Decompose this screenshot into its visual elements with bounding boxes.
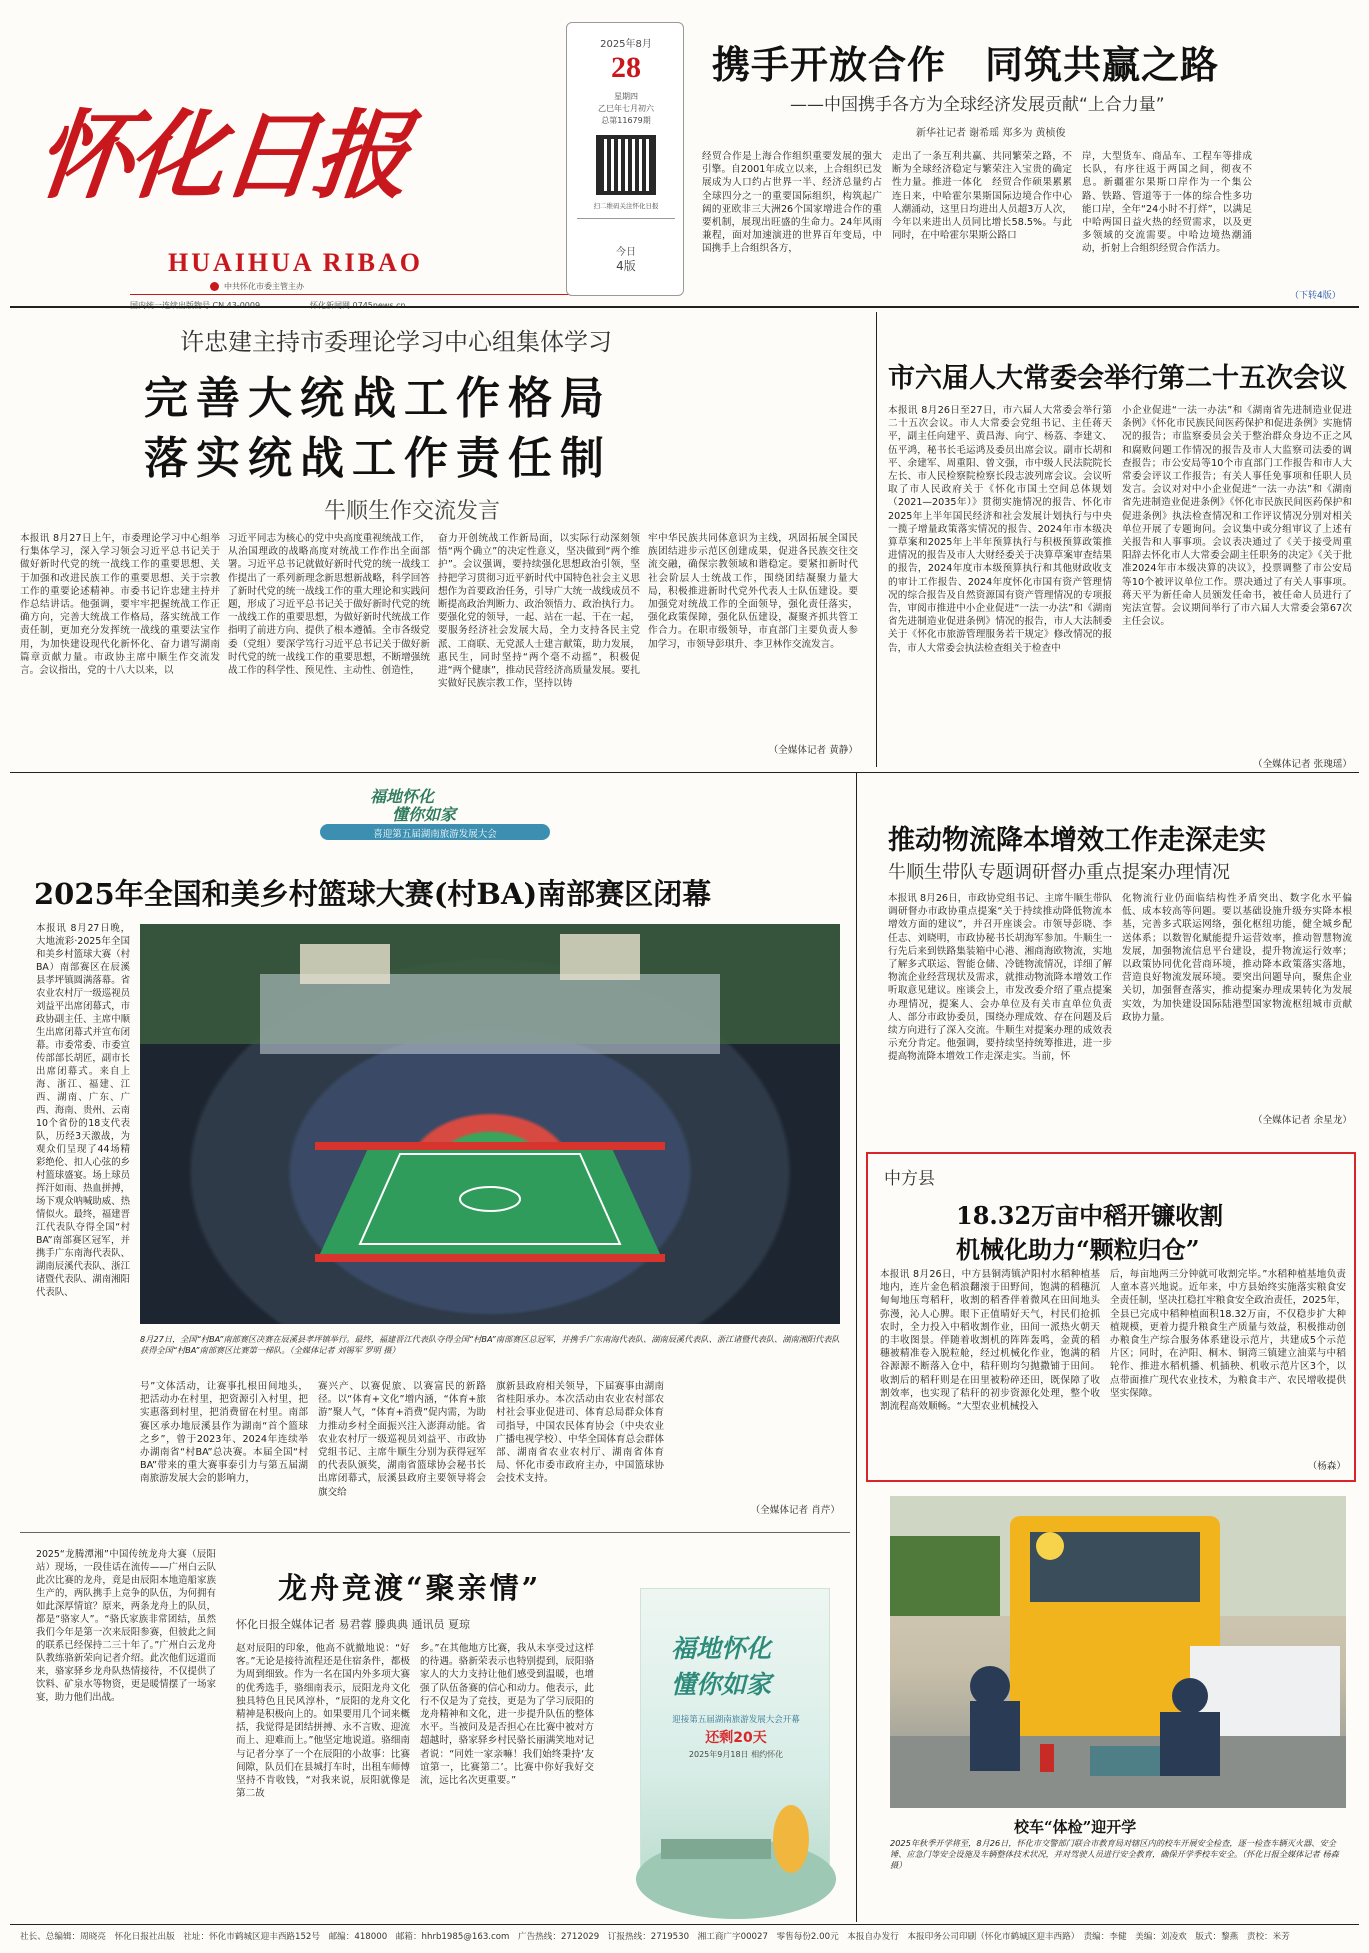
ad-landscape xyxy=(641,1779,831,1889)
dragon-title[interactable]: 龙舟竞渡“聚亲情” xyxy=(278,1571,542,1605)
lead-col-3: 岸，大型货车、商品车、工程车等排成长队，有序往返于两国之间，彻夜不息。新疆霍尔果斯口岸作为一个集公路、铁路、管道等于一体的综合性多功能口岸，全年“24小时不打烊”，以满足中哈两国日益火热的经贸需求，以及更多领域的交流需要。中哈边境热潮涌动，折射上合组织经贸合作活力。 xyxy=(1082,151,1252,255)
dragon-col-3: 乡。”在其他地方比赛，我从未享受过这样的待遇。骆新荣表示也特别提到，辰阳骆家人的大力支持让他们感受到温暖，也增强了队伍备赛的信心和动力。他表示，此行不仅是为了竞技，更是为了学习辰阳的龙舟精神和文化，进一步提升队伍的整体水平。当被问及是否担心在比赛中被对方超越时，骆家驿乡村民骆长丽满笑地对记者说：“同姓一家亲嘛！我们始终秉持‘友谊第一，比赛第二’。比赛中你好我好交流，远比名次更重要。” xyxy=(420,1643,594,1787)
banner-line-3: 喜迎第五届湖南旅游发展大会 xyxy=(373,829,497,840)
stadium-photo xyxy=(140,924,840,1324)
rd-title[interactable]: 市六届人大常委会举行第二十五次会议 xyxy=(888,363,1347,394)
cba-col-b1: 号”文体活动，让赛事扎根田间地头，把活动办在村里，把资源引入村里，把实惠落到村里，把消费留在村里。南部赛区承办地辰溪县作为湖南“首个篮球之乡”，曾于2023年、2024年连续举办湖南省“村BA”总决赛。本届全国“村BA”带来的重大赛事泰引力与第五届湖南旅游发展大会的影响力， xyxy=(140,1381,308,1485)
masthead-english: HUAIHUA RIBAO xyxy=(168,248,423,277)
xu-title-2[interactable]: 落实统战工作责任制 xyxy=(144,433,612,484)
xu-title-1[interactable]: 完善大统战工作格局 xyxy=(144,373,612,424)
rd-col-2: 小企业促进“一法一办法”和《湖南省先进制造业促进条例》《怀化市民族民间医药保护和促进条例》实施情况的报告；市监察委员会关于整治群众身边不正之风和腐败问题工作情况的报告及市人大监察司法委的调查报告；市公安局等10个市直部门工作报告和市人大常委会评议工作报告；有关人事任免事项和任职人员发言。会议对对中小企业促进“一法一办法”和《湖南省先进制造业促进条例》《怀化市民族民间医药保护和促进条例》执法检查情况和工作评议情况分别对相关单位开展了专题询问。会议集中或分组审议了上述有关报告和人事事项。会议表决通过了《关于接受周重阳辞去怀化市人大常委会副主任职务的决定》《关于批准2024年市本级决算的决议》，投票调整了市公安局等10个被评议单位工作。票决通过了有关人事事项。蒋天平为新任命人员颁发任命书，被任命人员进行了宪法宣誓。会议期间举行了市六届人大常委会第67次主任会议。 xyxy=(1122,405,1352,628)
school-bus-photo xyxy=(890,1496,1346,1808)
logistics-title[interactable]: 推动物流降本增效工作走深走实 xyxy=(888,825,1266,856)
zhongfang-kicker: 中方县 xyxy=(884,1169,935,1189)
ad-countdown: 还剩20天 xyxy=(705,1730,767,1746)
dragon-byline: 怀化日报全媒体记者 易君蓉 滕典典 通讯员 夏琼 xyxy=(236,1618,470,1631)
date-year-month: 2025年8月 xyxy=(600,39,652,50)
today-pages: 4版 xyxy=(616,259,636,273)
bus-title[interactable]: 校车“体检”迎开学 xyxy=(1014,1818,1137,1836)
zhongfang-title-2[interactable]: 机械化助力“颗粒归仓” xyxy=(956,1235,1200,1264)
lead-headline[interactable]: 携手开放合作 同筑共赢之路 xyxy=(712,42,1220,87)
cba-title[interactable]: 2025年全国和美乡村篮球大赛(村BA)南部赛区闭幕 xyxy=(34,877,712,911)
ad-line-1: 福地怀化 xyxy=(671,1634,772,1663)
stadium-photo-caption: 8月27日，全国“村BA”南部赛区决赛在辰溪县孝坪镇举行。最终，福建晋江代表队夺得全国“村BA”南部赛区总冠军，并携手广东南海代表队、湖南辰溪代表队、浙江诸暨代表队、湖南湘阳代表队获得全国“村BA”南部赛区比赛第一梯队。（全媒体记者 刘锡军 罗明 摄） xyxy=(140,1334,840,1355)
xu-subtitle: 牛顺生作交流发言 xyxy=(324,499,501,524)
lead-byline: 新华社记者 谢希瑶 郑多为 黄桢俊 xyxy=(916,128,1066,139)
lead-col-2: 走出了一条互利共赢、共同繁荣之路，不断为全球经济稳定与繁荣注入宝贵的确定性力量。推进一体化 经贸合作硕果累累 连日来，中哈霍尔果斯国际边境合作中心人潮涌动，这里日均进出人员超3万人次，今年以来进出人员同比增长58.5%。与此同时，在中哈霍尔果斯公路口 xyxy=(892,151,1082,242)
dragon-col-2: 赵对辰阳的印象，他高不就撤地说：“好客。”无论是接待流程还是住宿条件，都极为周到细致。作为一名在国内外多项大赛的优秀选手，骆细南表示，辰阳龙舟文化独具特色且民风淳朴，“辰阳的龙舟文化精神是积极向上的。如果要用几个词来概括，我觉得是团结拼搏、永不言败、迎流而上、迎难而上。”他坚定地说道。骆细南与记者分享了一个在辰阳的小故事：比赛间隙，队员们在县城打车时，出租车师傅坚持不肯收钱，“对我来说，辰阳就像是第二故 xyxy=(236,1643,410,1800)
bus-caption: 2025年秋季开学将至，8月26日，怀化市交警部门联合市教育局对辖区内的校车开展安全检查，逐一检查车辆灭火器、安全锤、应急门等安全设施及车辆整体技术状况，并对驾驶人员进行安全教育，确保开学季校车安全。（怀化日报全媒体记者 杨森 摄） xyxy=(890,1838,1339,1870)
xu-author: （全媒体记者 黄静） xyxy=(768,745,858,756)
rd-col-1: 本报讯 8月26日至27日，市六届人大常委会举行第二十五次会议。市人大常委会党组书记、主任蒋天平，副主任向建平、黄昌海、向宁、杨荔、李建文、伍平鸿，秘书长毛运鸿及委员出席会议。副市长胡和平、余建军、周重阳、曾文强，市中级人民法院院长左长、市人民检察院检察长段志波列席会议。会议听取了市人民政府关于《怀化市国土空间总体规划（2021—2035年）》贯彻实施情况的报告、怀化市2025年上半年国民经济和社会发展计划执行与中央一揽子增量政策落实情况的报告、2024年市本级决算草案和2025年上半年预算执行与积极预算政策推进情况的报告及市人大财经委关于决算草案审查结果的报告，2024年度市本级预算执行和其他财政收支的审计工作报告、2024年度怀化市国有资产管理情况的综合报告及自然资源国有资产管理情况的专项报告，审阅市推进中小企业促进“一法一办法”和《湖南省先进制造业促进条例》情况的报告，市人大法制委关于《怀化市旅游管理服务若干规定》修改情况的报告，市人大常委会执法检查组关于检查中 xyxy=(888,405,1112,654)
tourism-ad[interactable] xyxy=(640,1588,830,1888)
ad-line-3: 迎接第五届湖南旅游发展大会开幕 xyxy=(672,1715,800,1725)
xu-col-1: 本报讯 8月27日上午，市委理论学习中心组举行集体学习，深入学习领会习近平总书记关于做好新时代党的统一战线工作的重要思想、关于加强和改进民族工作的重要思想、关于宗教工作的重要论述精神。市委书记许忠建主持并作总结讲话。他强调，要牢牢把握统战工作正确方向，完善大统战工作格局，落实统战工作责任制，更加充分发挥统一战线的重要法宝作用，为加快建设现代化新怀化、奋力谱写湖南篇章贡献力量。市政协主席中顺生作交流发言。会议指出，党的十八大以来，以 xyxy=(20,533,220,677)
logistics-col-1: 本报讯 8月26日，市政协党组书记、主席牛顺生带队调研督办市政协重点提案“关于持续推动降低物流本增效方面的建议”，并召开座谈会。市领导彭晓、李任志、刘晓明，市政协秘书长胡海军参加。牛顺生一行先后来到铁路集装箱中心港、湘商海欧物流，实地了解多式联运、智能仓储、冷链物流情况，详细了解物流企业经营现状及需求，就推动物流降本增效工作听取意见建议。座谈会上，市发改委介绍了重点提案办理情况，提案人、会办单位及有关市直单位负责人、部分市政协委员，围绕办理成效、存在问题及后续方向进行了深入交流。牛顺生对提案办理的成效表示充分肯定。他强调，要持续坚持统筹推进，进一步提高物流降本增效工作走深走实。当前，怀 xyxy=(888,893,1112,1063)
date-weekday: 星期四 xyxy=(614,92,638,101)
date-lunar: 乙巳年七月初六 xyxy=(598,104,654,113)
logistics-subtitle: 牛顺生带队专题调研督办重点提案办理情况 xyxy=(888,862,1230,883)
zhongfang-title-1[interactable]: 18.32万亩中稻开镰收割 xyxy=(956,1201,1224,1230)
cba-col-b2: 赛兴产、以赛促旅、以赛富民的新路径。以“体育+文化”增内涵，“体育+旅游”聚人气，“体育+消费”促内需，为助力推动乡村全面振兴注入澎湃动能。省农业农村厅一级巡视员刘益平、市政协党组书记、主席牛顺生分别为获得冠军的代表队颁奖，湖南省篮球协会秘书长出席闭幕式，辰溪县政府主要领导将会旗交给 xyxy=(318,1381,486,1498)
footer-imprint: 社长、总编辑：周晓亮 怀化日报社出版 社址：怀化市鹤城区迎丰西路152号 邮编：418000 邮箱：hhrb1985@163.com 广告热线：2712029 订报热线：2719530 湘工商广字00027 零售每份2.00元 本报自办发行 本报印务公司印刷（怀化市鹤城区迎丰西路） 责编：李健 美编：刘凌欢 版式：黎燕 责校：米芳 xyxy=(20,1932,1290,1942)
qr-code-icon[interactable] xyxy=(596,135,656,195)
lead-subtitle: ——中国携手各方为全球经济发展贡献“上合力量” xyxy=(790,95,1165,115)
banner-line-2: 懂你如家 xyxy=(392,805,457,824)
cba-author: （全媒体记者 肖芹） xyxy=(750,1505,840,1516)
date-box xyxy=(566,22,684,296)
xu-kicker: 许忠建主持市委理论学习中心组集体学习 xyxy=(180,328,612,356)
masthead-title: 怀化日报 xyxy=(31,99,412,212)
rd-author: （全媒体记者 张瑰瑶） xyxy=(1253,759,1352,770)
ad-line-2: 懂你如家 xyxy=(671,1670,772,1699)
lead-col-1: 经贸合作是上海合作组织重要发展的强大引擎。自2001年成立以来，上合组织已发展成为人口约占世界一半、经济总量约占全球四分之一的重要国际组织，构筑起广阔的亚欧非三大洲26个国家增进合作的重要机制，展现出旺盛的生命力。24年风雨兼程，面对加速演进的世界百年变局，中国携手上合组织各方， xyxy=(702,151,882,255)
top-divider xyxy=(10,306,1359,308)
masthead-sponsor: 中共怀化市委主管主办 xyxy=(224,282,304,291)
banner-line-1: 福地怀化 xyxy=(370,787,435,806)
xu-col-3: 奋力开创统战工作新局面，以实际行动深刻领悟“两个确立”的决定性意义，坚决做到“两个维护”。会议强调，要持续强化思想政治引领，坚持把学习贯彻习近平新时代中国特色社会主义思想作为首要政治任务，引导广大统一战线成员不断提高政治判断力、政治领悟力、政治执行力。要强化党的领导，一起、站在一起、干在一起，要服务经济社会发展大局，全力支持各民主党派、工商联、无党派人士建言献策，助力发展，惠民生，同时坚持“两个毫不动摇”，积极促进“两个健康”，推动民营经济高质量发展。要扎实做好民族宗教工作，坚持以铸 xyxy=(438,533,640,690)
date-day: 28 xyxy=(611,51,641,84)
date-serial: 总第11679期 xyxy=(601,116,651,125)
cba-col-b4 xyxy=(674,1380,842,1520)
masthead xyxy=(10,20,550,300)
ad-date: 2025年9月18日 相约怀化 xyxy=(688,1750,784,1759)
xu-col-2: 习近平同志为核心的党中央高度重视统战工作，从治国理政的战略高度对统战工作作出全面部署。习近平总书记就做好新时代党的统一战线工作提出了一系列新理念新思想新战略，科学回答了新时代党的统一战线工作的重大理论和实践问题，形成了习近平总书记关于做好新时代党的统一战线工作的重要思想，为做好新时代统战工作指明了前进方向、提供了根本遵循。全市各级党委（党组）要深学笃行习近平总书记关于做好新时代党的统一战线工作的重要思想，不断增强统战工作的科学性、预见性、主动性、创造性， xyxy=(228,533,430,677)
stadium-illustration xyxy=(140,924,840,1324)
zhongfang-author: （杨森） xyxy=(1307,1461,1346,1472)
party-emblem-icon xyxy=(210,282,219,291)
cba-left-col: 本报讯 8月27日晚，大地流彩·2025年全国和美乡村篮球大赛（村BA）南部赛区在辰溪县孝坪镇圆满落幕。省农业农村厅一级巡视员刘益平出席闭幕式，市政协副主任、主席中顺生出席闭幕式并宣布闭幕。市委常委、市委宣传部部长胡匠，副市长出席闭幕式。来自上海、浙江、福建、江西、湖南、广东、广西、海南、贵州、云南10个省份的18支代表队，历经3天激战，为观众们呈现了44场精彩绝伦、扣人心弦的乡村篮球盛宴。场上球员挥汗如雨、热血拼搏，场下观众呐喊助威、热情似火。最终，福建晋江代表队夺得全国“村BA”南部赛区冠军，并携手广东南海代表队、湖南辰溪代表队、浙江诸暨代表队、湖南湘阳代表队、 xyxy=(36,923,130,1298)
cba-col-b3: 旗新县政府相关领导，下届赛事由湖南省桂阳承办。本次活动由农业农村部农村社会事业促进司、体育总局群众体育司指导，中国农民体育协会（中央农业广播电视学校）、中华全国体育总会群体部、湖南省农业农村厅、湖南省体育局、怀化市委市政府主办，中国篮球协会技术支持。 xyxy=(496,1381,664,1485)
masthead-rule xyxy=(130,294,570,295)
today-label: 今日 xyxy=(616,247,636,258)
logistics-col-2: 化物流行业仍面临结构性矛盾突出、数字化水平偏低、成本较高等问题。要以基础设施升级夯实降本根基，完善多式联运网络，强化枢纽功能，健全城乡配送体系；以数智化赋能提升运营效率，推动智慧物流发展，加强物流信息平台建设，提升物流运行效率；以政策协同优化营商环境，推动降本政策落实落地，营造良好物流发展环境。要突出问题导向，聚焦企业关切，加强督查落实，推动提案办理成果转化为发展实效，为加快建设国际陆港型国家物流枢纽城市贡献政协力量。 xyxy=(1122,893,1352,1023)
school-bus-illustration xyxy=(890,1496,1346,1808)
zhongfang-col-2: 后，每亩地两三分钟就可收割完毕。”水稻种植基地负责人童本喜兴地说。近年来，中方县始终实施落实粮食安全责任制，坚决扛稳扛牢粮食安全政治责任，2025年，全县已完成中稻种植面积18.32万亩，不仅稳步扩大种植规模，更着力提升粮食生产质量与效益，积极推动创办粮食生产综合服务体系建设示范片，共建成5个示范片区；同时，在泸阳、桐木、铜湾三镇建立油菜与中稻轮作、推进水稻机播、机插秧、机收示范片区3个，以点带面推广现代农业技术，为粮食丰产、农民增收提供坚实保障。 xyxy=(1110,1269,1346,1399)
lead-jump-link[interactable]: （下转4版） xyxy=(1290,291,1341,301)
zhongfang-col-1: 本报讯 8月26日，中方县铜湾镇泸阳村水稻种植基地内，连片金色稻浪翻滚于田野间，饱满的稻穗沉甸甸地压弯稻秆，收割的稻香伴着微风在田间地头弥漫，沁人心脾。眼下正值晴好天气，村民们抢抓农时，全力投入中稻收割作业，田间一派热火朝天的丰收图景。伴随着收割机的阵阵轰鸣，金黄的稻穗被精准卷入脱粒舱，经过机械化作业，饱满的稻谷源源不断落入仓中，秸秆则均匀抛撒铺于田间。收割后的稻秆则是在田里被粉碎还田，既保障了收割效率，也实现了秸秆的初步资源化处理，整个收割流程高效顺畅。“大型农业机械投入 xyxy=(880,1269,1100,1413)
tourism-banner xyxy=(280,778,580,846)
xu-col-4: 牢中华民族共同体意识为主线，巩固拓展全国民族团结进步示范区创建成果，促进各民族交往交流交融，确保宗教领域和谐稳定。要紧扣新时代社会阶层人士统战工作，围绕团结凝聚力量大局，积极推进新时代党外代表人士队伍建设。要加强党对统战工作的全面领导，强化责任落实，强化政策保障，强化队伍建设，凝聚齐抓共管工作合力。在职市级领导，市直部门主要负责人参加学习，市领导彭琪升、李卫林作交流发言。 xyxy=(648,533,858,650)
dragon-col-1: 2025“龙腾潭湘”中国传统龙舟大赛（辰阳站）现场，一段佳话在流传——广州白云队此次比赛的龙舟，竟是由辰阳本地造船家族生产的，两队携手上竞争的队伍，为何拥有如此深厚情谊？原来，两条龙舟上的队员，都是“骆家人”。“骆氏家族非常团结，虽然我们今年是第一次来辰阳参赛，但彼此之间的联系已经保持二三十年了。”广州白云龙舟队教练骆新荣向记者介绍。此次他们远道而来，骆家驿乡龙舟队热情接待，不仅提供了饮料、矿泉水等物资，更是暖情摆了一场家宴，助力他们出战。 xyxy=(36,1549,216,1703)
logistics-author: （全媒体记者 余星龙） xyxy=(1253,1115,1352,1126)
qr-caption: 扫二维码关注怀化日报 xyxy=(593,202,659,210)
